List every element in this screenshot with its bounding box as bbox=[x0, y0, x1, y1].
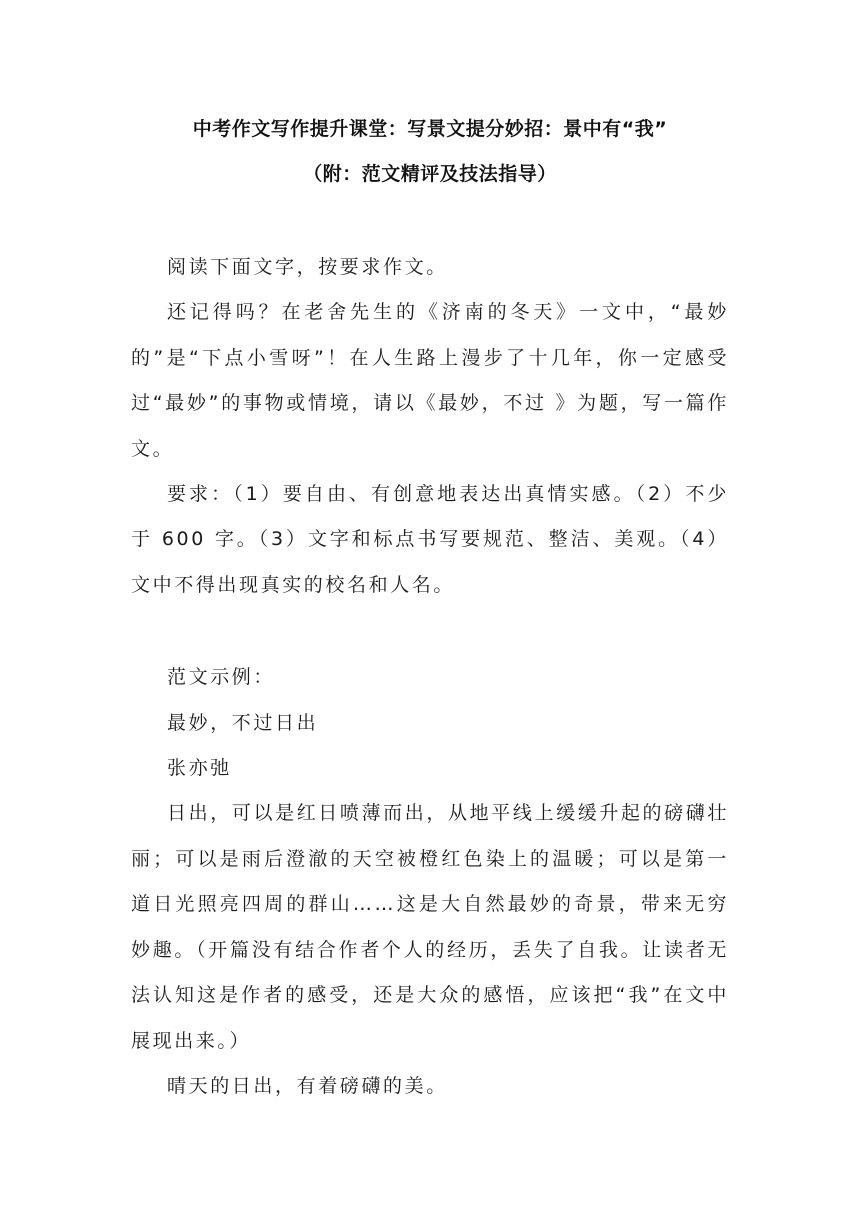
example-paragraph-1: 日出，可以是红日喷薄而出，从地平线上缓缓升起的磅礴壮丽；可以是雨后澄澈的天空被橙红色染上的温暖；可以是第一道日光照亮四周的群山……这是大自然最妙的奇景，带来无穷妙趣。（开篇没有结合作者个人的经历，丢失了自我。让读者无法认知这是作者的感受，还是大众的感悟，应该把“我”在文中展现出来。） bbox=[131, 802, 729, 1052]
document-subtitle: （附：范文精评及技法指导） bbox=[303, 163, 557, 185]
section-gap bbox=[131, 608, 729, 655]
example-label: 范文示例： bbox=[167, 666, 276, 689]
example-paragraph-2: 晴天的日出，有着磅礴的美。 bbox=[167, 1074, 448, 1097]
prompt-intro-paragraph: 阅读下面文字，按要求作文。 bbox=[167, 256, 448, 278]
example-author: 张亦弛 bbox=[167, 757, 232, 780]
example-title: 最妙，不过日出 bbox=[167, 711, 319, 734]
prompt-requirements-paragraph: 要求：（1）要自由、有创意地表达出真情实感。（2）不少于 600 字。（3）文字和标点书写要规范、整洁、美观。（4）文中不得出现真实的校名和人名。 bbox=[131, 483, 729, 596]
document-title: 中考作文写作提升课堂：写景文提分妙招：景中有“我” bbox=[192, 118, 668, 140]
document-body bbox=[131, 245, 729, 1109]
prompt-question-paragraph: 还记得吗？在老舍先生的《济南的冬天》一文中，“最妙的”是“下点小雪呀”！在人生路上漫步了十几年，你一定感受过“最妙”的事物或情境，请以《最妙，不过 》为题，写一篇作文。 bbox=[131, 301, 729, 460]
